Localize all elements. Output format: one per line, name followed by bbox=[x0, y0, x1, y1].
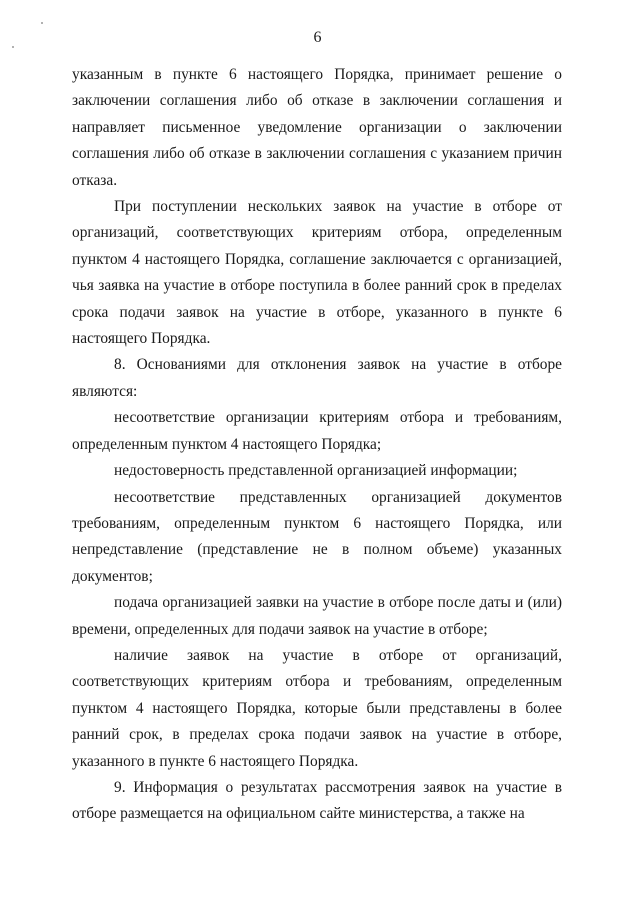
list-item-criteria-mismatch: несоответствие организации критериям отбора и требованиям, определенным пунктом 4 настоящего Порядка; bbox=[72, 409, 562, 453]
list-item-late-submission: подача организацией заявки на участие в отборе после даты и (или) времени, определенных для подачи заявок на участие в отборе; bbox=[72, 594, 562, 638]
paragraph-rejection-grounds: 8. Основаниями для отклонения заявок на участие в отборе являются: bbox=[72, 356, 562, 400]
list-item-documents-mismatch: несоответствие представленных организацией документов требованиям, определенным пунктом 6 настоящего Порядка, или непредставление (представление не в полном объеме) указанных документов; bbox=[72, 488, 562, 585]
list-item-unreliable-info: недостоверность представленной организацией информации; bbox=[114, 462, 518, 480]
scan-speck bbox=[41, 22, 43, 24]
list-item-earlier-applications: наличие заявок на участие в отборе от организаций, соответствующих критериям отбора и требованиям, определенным пунктом 4 настоящего Порядка, которые были представлены в более ранний срок, в пределах срока подачи заявок на участие в отборе, указанного в пункте 6 настоящего Порядка. bbox=[72, 646, 562, 770]
document-body bbox=[72, 62, 562, 828]
paragraph-multiple-applications: При поступлении нескольких заявок на участие в отборе от организаций, соответствующих критериям отбора, определенным пунктом 4 настоящего Порядка, соглашение заключается с организацией, чья заявка на участие в отборе поступила в более ранний срок в пределах срока подачи заявок на участие в отборе, указанного в пункте 6 настоящего Порядка. bbox=[72, 198, 562, 348]
paragraph-results-publication: 9. Информация о результатах рассмотрения заявок на участие в отборе размещается на официальном сайте министерства, а также на bbox=[72, 778, 562, 823]
paragraph-decision-notice: указанным в пункте 6 настоящего Порядка, принимает решение о заключении соглашения либо об отказе в заключении соглашения и направляет письменное уведомление организации о заключении соглашения либо об отказе в заключении соглашения с указанием причин отказа. bbox=[72, 66, 562, 189]
page-number: 6 bbox=[313, 29, 322, 46]
